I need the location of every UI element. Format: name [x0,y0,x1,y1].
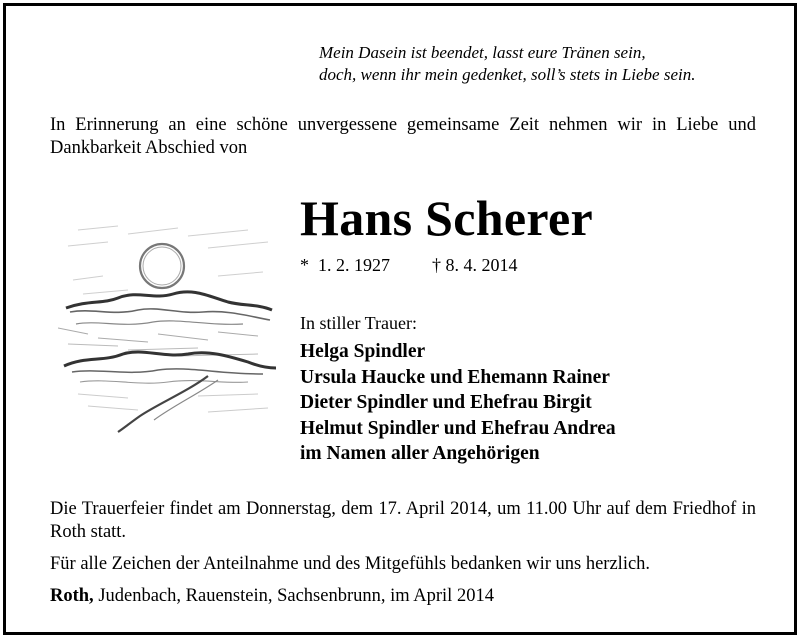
deceased-name: Hans Scherer [300,190,593,246]
closing-line [50,585,494,608]
obituary-notice [3,3,797,635]
poem [319,42,695,86]
mourner-name: Dieter Spindler und Ehefrau Birgit [300,392,592,413]
sunset-landscape-sketch-icon [58,216,280,436]
funeral-info: Die Trauerfeier findet am Donnerstag, dem 17. April 2014, um 11.00 Uhr auf dem Friedhof in Roth statt. [50,499,756,542]
mourner-name: Ursula Haucke und Ehemann Rainer [300,366,610,388]
poem-line-1: Mein Dasein ist beendet, lasst eure Tränen sein, [319,43,646,62]
closing-place: Roth, [50,586,94,606]
intro-text: In Erinnerung an eine schöne unvergessene gemeinsame Zeit nehmen wir in Liebe und Dankbarkeit Abschied von [50,115,756,158]
mourning-label: In stiller Trauer: [300,313,417,333]
life-dates [300,253,518,277]
mourner-name: Helga Spindler [300,341,426,362]
mourner-name: im Namen aller Angehörigen [300,443,540,464]
poem-line-2: doch, wenn ihr mein gedenket, soll’s stets in Liebe sein. [319,65,696,84]
thanks-text: Für alle Zeichen der Anteilnahme und des Mitgefühls bedanken wir uns herzlich. [50,554,651,574]
closing-rest: Judenbach, Rauenstein, Sachsenbrunn, im April 2014 [93,586,494,606]
mourner-name: Helmut Spindler und Ehefrau Andrea [300,417,616,439]
death-date: † 8. 4. 2014 [432,255,518,275]
mourners-list [300,339,616,467]
birth-date: * 1. 2. 1927 [300,255,390,275]
